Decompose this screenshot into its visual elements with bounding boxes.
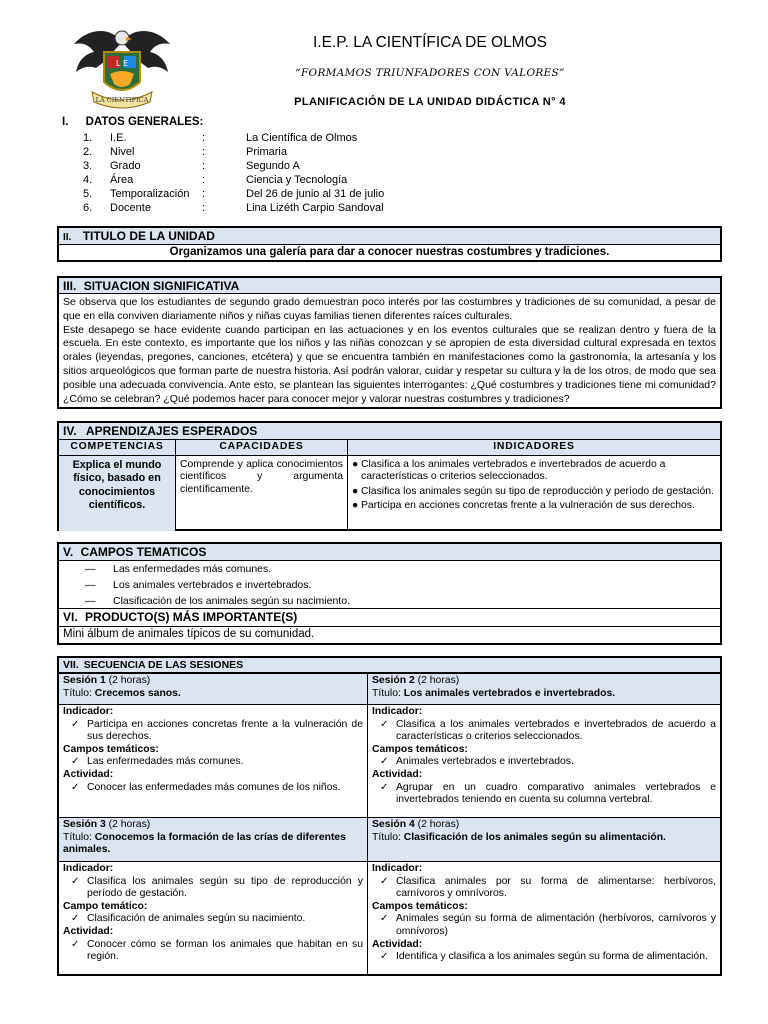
row-value: Primaria (246, 146, 287, 158)
row-separator: : (202, 174, 206, 186)
session-3-header (59, 818, 368, 862)
session-hours: (2 horas) (417, 819, 460, 830)
topics-heading: CAMPOS TEMATICOS (80, 545, 207, 559)
topic-text: Las enfermedades más comunes. (113, 563, 272, 575)
general-row (0, 202, 500, 216)
title-label: Título: (372, 831, 401, 843)
row-number: 6. (83, 202, 93, 214)
unit-heading: TITULO DE LA UNIDAD (82, 229, 215, 243)
row-separator: : (202, 188, 206, 200)
session-name: Sesión 2 (372, 675, 415, 686)
row-separator: : (202, 146, 206, 158)
unit-title-bar (59, 228, 720, 245)
topic-item (85, 561, 720, 577)
session-1-body (59, 705, 368, 818)
logo-ribbon-text: LA CIENTIFICA (95, 96, 149, 104)
header-indicadores: INDICADORES (348, 440, 721, 456)
learning-heading: APRENDIZAJES ESPERADOS (85, 424, 258, 438)
general-heading (62, 116, 203, 128)
topic-item (85, 593, 720, 609)
session-field: ✓ Animales según su forma de alimentación (herbívoros, carnívoros y omnívoros) (372, 913, 716, 938)
indicator-item (352, 486, 716, 499)
general-title: DATOS GENERALES: (85, 116, 204, 128)
row-value: Ciencia y Tecnología (246, 174, 348, 186)
session-indicator: ✓ Clasifica animales por su forma de alimentarse: herbívoros, carnívoros y omnívoros. (372, 876, 716, 901)
session-3-body (59, 862, 368, 974)
session-indicator: ✓ Clasifica los animales según su tipo de reproducción y período de gestación. (63, 876, 363, 901)
session-title: Crecemos sanos. (94, 687, 181, 699)
row-value: Del 26 de junio al 31 de julio (246, 188, 385, 200)
learning-bar (59, 423, 720, 439)
dash-icon: — (85, 563, 96, 575)
bullet-icon: ● (352, 485, 359, 497)
situation-roman: III. (63, 279, 77, 293)
unit-title-section (57, 226, 722, 262)
session-body-row (59, 862, 720, 974)
learning-table (59, 439, 720, 531)
row-label: Grado (110, 160, 141, 172)
indicator-item (352, 459, 716, 484)
sessions-table (59, 673, 720, 974)
session-activity: ✓ Conocer las enfermedades más comunes de los niños. (63, 782, 363, 795)
indicator-item (352, 500, 716, 513)
competencia-cell: Explica el mundo físico, basado en conocimientos científicos. (59, 455, 176, 531)
session-name: Sesión 1 (63, 675, 106, 686)
topic-item (85, 577, 720, 593)
learning-header-row (59, 440, 720, 456)
situation-section (57, 276, 722, 409)
general-row (0, 188, 500, 202)
sessions-section (57, 656, 722, 976)
indicator-text: Participa en acciones concretas frente a la vulneración de sus derechos. (361, 500, 695, 512)
logo-letters: L E (116, 59, 129, 68)
dash-icon: — (85, 595, 96, 607)
title-label: Título: (63, 831, 92, 843)
session-body-row (59, 705, 720, 818)
sessions-heading: SECUENCIA DE LAS SESIONES (83, 659, 244, 671)
row-separator: : (202, 160, 206, 172)
session-activity: ✓ Agrupar en un cuadro comparativo animales vertebrados e invertebrados teniendo en cuenta su columna vertebral. (372, 782, 716, 807)
row-separator: : (202, 132, 206, 144)
situation-body (59, 294, 720, 406)
session-name: Sesión 3 (63, 819, 106, 830)
row-value: Segundo A (246, 160, 300, 172)
row-number: 3. (83, 160, 93, 172)
session-1-header (59, 674, 368, 705)
product-bar (59, 609, 720, 626)
learning-row (59, 455, 720, 531)
header-competencias: COMPETENCIAS (59, 440, 176, 456)
activity-label: Actividad: (372, 768, 423, 780)
situation-heading: SITUACION SIGNIFICATIVA (83, 279, 240, 293)
general-list (0, 132, 768, 218)
indicator-text: Clasifica los animales según su tipo de reproducción y período de gestación. (361, 485, 714, 497)
row-label: Nivel (110, 146, 135, 158)
general-row (0, 174, 500, 188)
session-title: Clasificación de los animales según su alimentación. (403, 831, 666, 843)
indicator-label: Indicador: (372, 863, 423, 874)
indicator-label: Indicador: (372, 706, 423, 717)
session-field: ✓ Clasificación de animales según su nacimiento. (63, 913, 363, 926)
fields-label: Campos temáticos: (372, 900, 468, 912)
dash-icon: — (85, 579, 96, 591)
situation-paragraph-1: Se observa que los estudiantes de segundo grado demuestran poco interés por las costumbres y tradiciones de su comunidad, a pesar de que en ella conviven diariamente niños y niñas cuyas familias tienen diferentes raíces culturales. (63, 296, 716, 322)
learning-roman: IV. (63, 424, 77, 438)
topics-section (57, 542, 722, 645)
product-heading: PRODUCTO(S) MÁS IMPORTANTE(S) (85, 610, 298, 624)
row-number: 4. (83, 174, 93, 186)
session-name: Sesión 4 (372, 819, 415, 830)
title-label: Título: (372, 687, 401, 699)
general-roman: I. (62, 116, 69, 128)
row-number: 1. (83, 132, 93, 144)
topics-roman: V. (63, 545, 74, 559)
session-indicator: ✓ Participa en acciones concretas frente a la vulneración de sus derechos. (63, 719, 363, 744)
header-capacidades: CAPACIDADES (176, 440, 348, 456)
product-text: Mini álbum de animales típicos de su comunidad. (63, 628, 315, 640)
session-title: Conocemos la formación de las crías de diferentes animales. (63, 831, 346, 856)
unit-roman: II. (63, 232, 72, 243)
row-number: 2. (83, 146, 93, 158)
topics-bar (59, 544, 720, 561)
bullet-icon: ● (352, 458, 359, 470)
plan-title: PLANIFICACIÓN DE LA UNIDAD DIDÁCTICA N° 4 (294, 96, 566, 108)
session-title-row (59, 818, 720, 862)
session-title-row (59, 674, 720, 705)
row-value: Lina Lizéth Carpio Sandoval (246, 202, 384, 214)
activity-label: Actividad: (63, 768, 114, 780)
row-label: Docente (110, 202, 151, 214)
row-label: I.E. (110, 132, 127, 144)
session-2-body (368, 705, 721, 818)
general-row (0, 132, 500, 146)
capacidad-cell: Comprende y aplica conocimientos científicos y argumenta científicamente. (176, 455, 348, 531)
fields-label: Campos temáticos: (63, 743, 159, 755)
session-4-body (368, 862, 721, 974)
session-field: ✓ Animales vertebrados e invertebrados. (372, 756, 716, 769)
unit-title-text: Organizamos una galería para dar a conocer nuestras costumbres y tradiciones. (169, 246, 610, 258)
session-hours: (2 horas) (108, 819, 151, 830)
activity-label: Actividad: (372, 938, 423, 950)
session-activity: ✓ Identifica y clasifica a los animales según su forma de alimentación. (372, 951, 716, 964)
session-hours: (2 horas) (417, 675, 460, 686)
situation-paragraph-2: Este desapego se hace evidente cuando participan en las actuaciones y en los eventos culturales que se realizan dentro y fuera de la escuela. En este contexto, es importante que los niños y las niñas conozcan y se apropien de esta diversidad cultural expresada en textos orales (leyendas, pregones, canciones, etcétera) y que se encuentra también en manifestaciones como la gastronomía, la artesanía y los sitios arqueológicos que forman parte de nuestra historia. Así podrán valorar, cuidar y respetar su cultura y la de los otros, de modo que sea posible una adecuada convivencia. Ante esto, se plantean las siguientes interrogantes: ¿Qué costumbres y tradiciones tiene mi comunidad? ¿Cómo se celebran? ¿Qué podemos hacer para conocer mejor y valorar nuestras costumbres y tradiciones? (63, 323, 716, 405)
session-title: Los animales vertebrados e invertebrados. (403, 687, 616, 699)
session-field: ✓ Las enfermedades más comunes. (63, 756, 363, 769)
product-roman: VI. (63, 610, 78, 624)
session-indicator: ✓ Clasifica a los animales vertebrados e invertebrados de acuerdo a características o criterios seleccionados. (372, 719, 716, 744)
fields-label: Campos temáticos: (372, 743, 468, 755)
indicator-label: Indicador: (63, 863, 114, 874)
session-4-header (368, 818, 721, 862)
session-2-header (368, 674, 721, 705)
general-row (0, 160, 500, 174)
indicator-label: Indicador: (63, 706, 114, 717)
school-motto: “FORMAMOS TRIUNFADORES CON VALORES” (295, 67, 565, 79)
row-value: La Científica de Olmos (246, 132, 358, 144)
topics-list (59, 561, 720, 609)
learning-section (57, 421, 722, 531)
general-row (0, 146, 500, 160)
section-divider (59, 626, 720, 627)
bullet-icon: ● (352, 500, 359, 512)
row-separator: : (202, 202, 206, 214)
situation-bar (59, 278, 720, 294)
activity-label: Actividad: (63, 925, 114, 937)
school-logo (70, 22, 174, 114)
topic-text: Clasificación de los animales según su nacimiento. (113, 595, 350, 607)
session-hours: (2 horas) (108, 675, 151, 686)
sessions-bar (59, 658, 720, 673)
indicator-text: Clasifica a los animales vertebrados e invertebrados de acuerdo a características o criterios seleccionados. (361, 458, 666, 483)
field-label: Campo temático: (63, 900, 148, 912)
topic-text: Los animales vertebrados e invertebrados. (113, 579, 312, 591)
row-label: Área (110, 174, 134, 186)
session-activity: ✓ Conocer cómo se forman los animales que habitan en su región. (63, 939, 363, 964)
indicadores-cell (348, 455, 721, 531)
sessions-roman: VII. (63, 659, 79, 671)
school-name: I.E.P. LA CIENTÍFICA DE OLMOS (312, 34, 547, 51)
row-label: Temporalización (110, 188, 190, 200)
title-label: Título: (63, 687, 92, 699)
row-number: 5. (83, 188, 93, 200)
